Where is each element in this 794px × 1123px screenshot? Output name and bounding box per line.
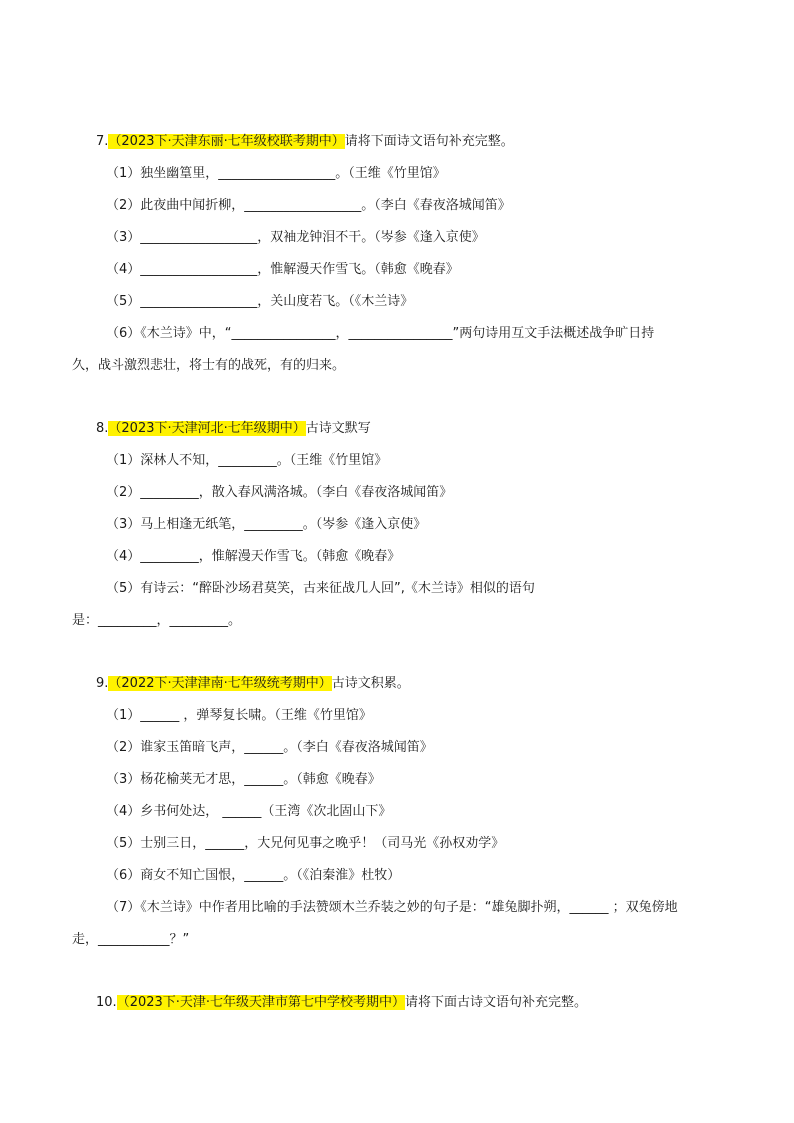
- q7-item-3: （3）__________________，双袖龙钟泪不干。（岑参《逢入京使》: [106, 230, 485, 245]
- question-7-number: 7.: [96, 134, 109, 149]
- q8-item-3: （3）马上相逢无纸笔，_________。（岑参《逢入京使》: [106, 517, 427, 532]
- q8-item-5-continued: 是：_________，_________。: [72, 613, 242, 628]
- q7-item-4: （4）__________________，惟解漫天作雪飞。（韩愈《晚春》: [106, 262, 459, 277]
- question-9-instruction: 古诗文积累。: [331, 676, 410, 691]
- question-10-number: 10.: [96, 995, 117, 1010]
- q9-item-3: （3）杨花榆荚无才思，______。（韩愈《晚春》: [106, 772, 381, 787]
- question-9-source: （2022下·天津津南·七年级统考期中）: [108, 676, 332, 691]
- q9-item-5: （5）士别三日，______，大兄何见事之晚乎！（司马光《孙权劝学》: [106, 836, 505, 851]
- q9-item-7-continued: 走，___________？”: [72, 932, 190, 947]
- question-8-header: [96, 421, 371, 437]
- question-8-number: 8.: [96, 421, 109, 436]
- question-7-header: [96, 134, 514, 150]
- question-10-instruction: 请将下面古诗文语句补充完整。: [405, 995, 588, 1010]
- q9-item-6: （6）商女不知亡国恨，______。（《泊秦淮》杜牧）: [106, 868, 401, 883]
- question-10-header: [96, 995, 587, 1011]
- q8-item-5: （5）有诗云：“醉卧沙场君莫笑，古来征战几人回”,《木兰诗》相似的语句: [106, 581, 535, 596]
- q7-item-6: （6）《木兰诗》中，“________________，________________”两句诗用互文手法概述战争旷日持: [106, 326, 655, 341]
- q9-item-7: （7）《木兰诗》中作者用比喻的手法赞颂木兰乔装之妙的句子是：“雄兔脚扑朔，______ ；双兔傍地: [106, 900, 678, 915]
- question-7-source: （2023下·天津东丽·七年级校联考期中）: [108, 134, 345, 149]
- question-8-source: （2023下·天津河北·七年级期中）: [108, 421, 306, 436]
- q8-item-2: （2）_________，散入春风满洛城。（李白《春夜洛城闻笛》: [106, 485, 453, 500]
- question-7-instruction: 请将下面诗文语句补充完整。: [344, 134, 514, 149]
- q9-item-2: （2）谁家玉笛暗飞声，______。（李白《春夜洛城闻笛》: [106, 740, 433, 755]
- question-9-number: 9.: [96, 676, 109, 691]
- q8-item-1: （1）深林人不知，_________。（王维《竹里馆》: [106, 453, 388, 468]
- q7-item-1: （1）独坐幽篁里，__________________。（王维《竹里馆》: [106, 166, 446, 181]
- q8-item-4: （4）_________，惟解漫天作雪飞。（韩愈《晚春》: [106, 549, 401, 564]
- question-9-header: [96, 676, 410, 692]
- question-10-source: （2023下·天津·七年级天津市第七中学校考期中）: [116, 995, 406, 1010]
- q7-item-6-continued: 久，战斗激烈悲壮，将士有的战死，有的归来。: [72, 358, 346, 373]
- q9-item-1: （1）______ ，弹琴复长啸。（王维《竹里馆》: [106, 708, 372, 723]
- question-8-instruction: 古诗文默写: [305, 421, 371, 436]
- q7-item-2: （2）此夜曲中闻折柳，__________________。（李白《春夜洛城闻笛》: [106, 198, 511, 213]
- q7-item-5: （5）__________________，关山度若飞。（《木兰诗》: [106, 294, 414, 309]
- q9-item-4: （4）乡书何处达， ______（王湾《次北固山下》: [106, 804, 392, 819]
